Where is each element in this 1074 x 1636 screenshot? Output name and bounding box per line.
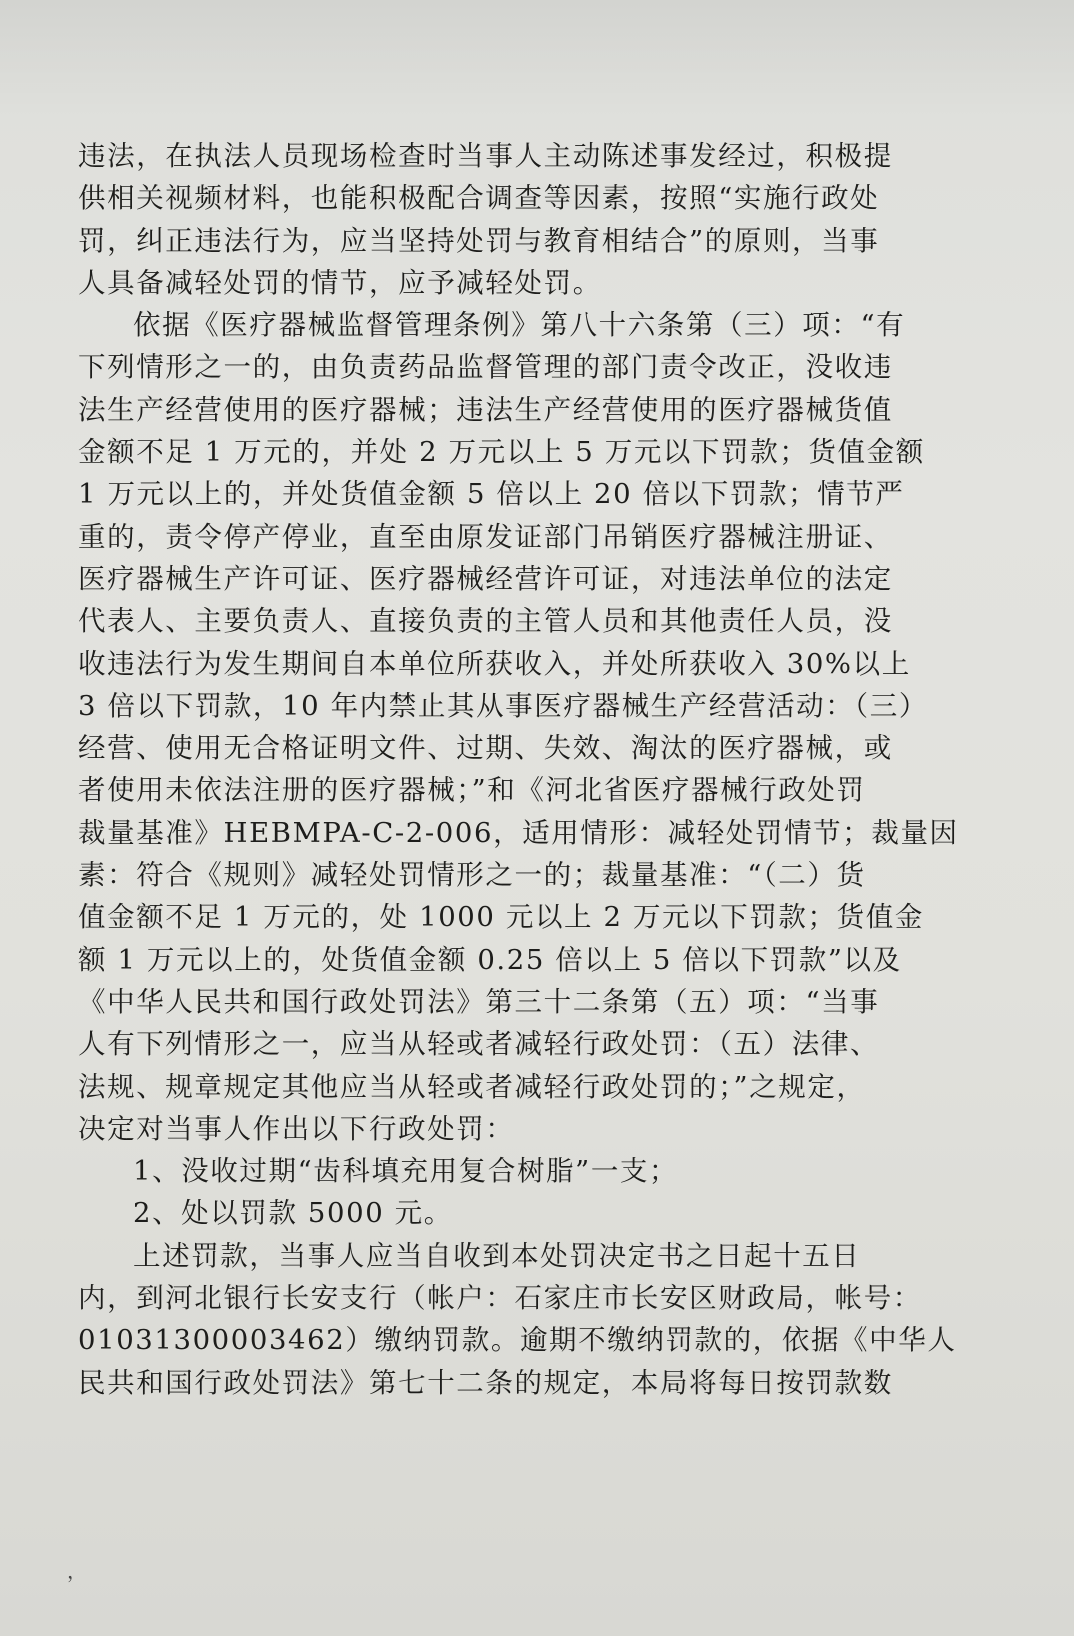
page-shadow	[0, 0, 1074, 120]
text-line: 法生产经营使用的医疗器械；违法生产经营使用的医疗器械货值	[78, 393, 893, 426]
text-line: 代表人、主要负责人、直接负责的主管人员和其他责任人员，没	[78, 605, 893, 638]
text-line: 民共和国行政处罚法》第七十二条的规定，本局将每日按罚款数	[78, 1366, 893, 1399]
text-line: 违法，在执法人员现场检查时当事人主动陈述事发经过，积极提	[78, 140, 893, 172]
text-line: 决定对当事人作出以下行政处罚：	[78, 1112, 515, 1145]
text-line: 下列情形之一的，由负责药品监督管理的部门责令改正，没收违	[78, 351, 893, 384]
text-line: 供相关视频材料，也能积极配合调查等因素，按照“实施行政处	[78, 182, 880, 215]
text-line: 收违法行为发生期间自本单位所获收入，并处所获收入 30%以上	[78, 647, 911, 680]
text-line: 人具备减轻处罚的情节，应予减轻处罚。	[78, 266, 602, 299]
text-line: 值金额不足 1 万元的，处 1000 元以上 2 万元以下罚款；货值金	[78, 901, 924, 934]
text-line: 《中华人民共和国行政处罚法》第三十二条第（五）项：“当事	[78, 985, 880, 1018]
text-line: 额 1 万元以上的，处货值金额 0.25 倍以上 5 倍以下罚款”以及	[78, 943, 902, 976]
text-line: 罚，纠正违法行为，应当坚持处罚与教育相结合”的原则，当事	[78, 224, 880, 257]
text-line: 01031300003462）缴纳罚款。逾期不缴纳罚款的，依据《中华人	[78, 1324, 957, 1357]
penalty-item: 1、没收过期“齿科填充用复合树脂”一支；	[133, 1155, 679, 1188]
text-line: 法规、规章规定其他应当从轻或者减轻行政处罚的；”之规定，	[78, 1070, 866, 1103]
text-line: 金额不足 1 万元的，并处 2 万元以上 5 万元以下罚款；货值金额	[78, 436, 925, 469]
text-line: 上述罚款，当事人应当自收到本处罚决定书之日起十五日	[133, 1239, 861, 1272]
text-line: 经营、使用无合格证明文件、过期、失效、淘汰的医疗器械，或	[78, 732, 893, 765]
text-line: 重的，责令停产停业，直至由原发证部门吊销医疗器械注册证、	[78, 520, 893, 553]
text-line: 医疗器械生产许可证、医疗器械经营许可证，对违法单位的法定	[78, 562, 893, 595]
text-line: 3 倍以下罚款，10 年内禁止其从事医疗器械生产经营活动：（三）	[78, 689, 928, 722]
text-line: 者使用未依法注册的医疗器械；”和《河北省医疗器械行政处罚	[78, 774, 866, 807]
stray-mark: ，	[67, 1559, 87, 1583]
text-line: 素：符合《规则》减轻处罚情形之一的；裁量基准：“（二）货	[78, 859, 866, 892]
text-line: 依据《医疗器械监督管理条例》第八十六条第（三）项：“有	[133, 309, 906, 342]
text-line: 1 万元以上的，并处货值金额 5 倍以上 20 倍以下罚款；情节严	[78, 478, 905, 511]
text-line: 内，到河北银行长安支行（帐户：石家庄市长安区财政局，帐号：	[78, 1282, 922, 1315]
penalty-item: 2、处以罚款 5000 元。	[133, 1197, 453, 1230]
document-body	[78, 135, 998, 1404]
text-line: 人有下列情形之一，应当从轻或者减轻行政处罚：（五）法律、	[78, 1028, 880, 1061]
text-line: 裁量基准》HEBMPA-C-2-006，适用情形：减轻处罚情节；裁量因	[78, 816, 959, 849]
